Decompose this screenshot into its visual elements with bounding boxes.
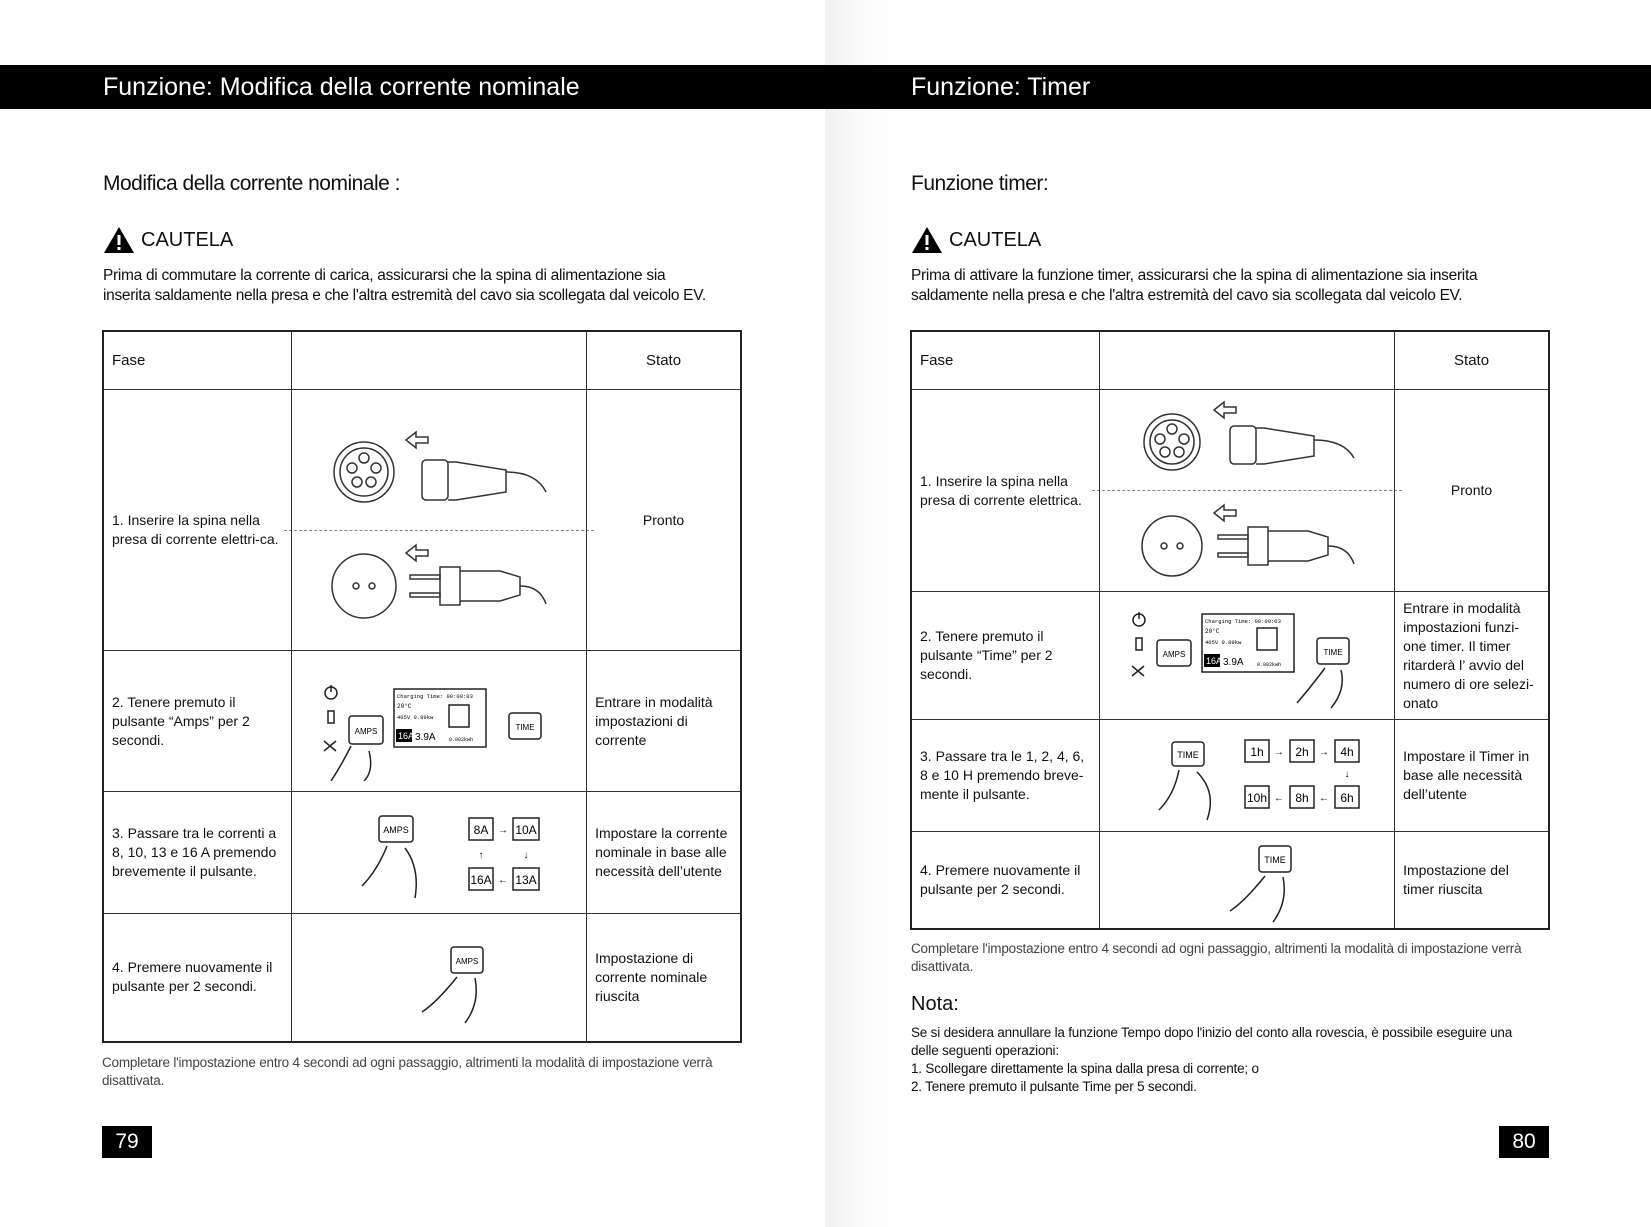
svg-text:16A: 16A	[398, 731, 415, 741]
right-caution-label: CAUTELA	[949, 228, 1042, 251]
step-illustration	[292, 914, 587, 1042]
step-phase: 1. Inserire la spina nella presa di corrente elettrica.	[911, 390, 1100, 592]
left-steps-table	[102, 330, 742, 1043]
svg-text:405V 0.89kw: 405V 0.89kw	[1205, 639, 1242, 646]
right-steps-table	[910, 330, 1550, 930]
left-header-title: Funzione: Modifica della corrente nominale	[103, 73, 580, 101]
svg-text:Charging Time: 00:00:03: Charging Time: 00:00:03	[1205, 618, 1282, 625]
header-phase: Fase	[103, 331, 292, 390]
svg-text:6h: 6h	[1340, 790, 1354, 805]
timer-cycle-illustration	[1117, 726, 1377, 826]
svg-text:TIME: TIME	[1264, 854, 1287, 865]
nota-line: delle seguenti operazioni:	[911, 1043, 1059, 1058]
svg-text:0.002kwh: 0.002kwh	[449, 737, 474, 743]
svg-text:16A: 16A	[1206, 656, 1223, 666]
svg-text:AMPS: AMPS	[455, 957, 479, 967]
time-press-illustration	[1147, 834, 1347, 926]
nota-title: Nota:	[911, 993, 959, 1015]
step-state: Impostazione di corrente nominale riuscita	[587, 914, 741, 1042]
warning-triangle-icon	[911, 226, 943, 254]
warning-triangle-icon	[103, 226, 135, 254]
step-illustration	[1100, 720, 1395, 832]
plug-socket-schuko-illustration	[1132, 491, 1362, 589]
amps-press-illustration	[339, 922, 539, 1032]
left-caution-label: CAUTELA	[141, 228, 234, 251]
amps-cycle-illustration	[309, 798, 569, 908]
svg-text:13A: 13A	[515, 872, 537, 887]
step-state: Entrare in modalità impostazioni di corrente	[587, 651, 741, 792]
table-header-row	[911, 331, 1549, 390]
plug-socket-3phase-illustration	[324, 410, 554, 530]
left-footnote: Completare l'impostazione entro 4 secondi ad ogni passaggio, altrimenti la modalità di impostazione verrà disattivata.	[102, 1055, 713, 1088]
svg-text:16A: 16A	[470, 872, 492, 887]
right-caution	[911, 226, 1041, 254]
step-illustration	[292, 651, 587, 792]
svg-text:TIME: TIME	[515, 723, 535, 732]
table-row	[911, 390, 1549, 592]
svg-text:→: →	[1274, 746, 1285, 758]
header-illustration	[1100, 331, 1395, 390]
step-phase: 1. Inserire la spina nella presa di corrente elettri-ca.	[103, 390, 292, 651]
right-caution-text	[911, 266, 1477, 306]
svg-text:20°C: 20°C	[1205, 628, 1220, 635]
svg-text:→: →	[1319, 746, 1330, 758]
svg-text:405V 0.89kw: 405V 0.89kw	[397, 714, 434, 721]
header-state: Stato	[587, 331, 741, 390]
step-illustration	[1100, 592, 1395, 720]
left-subtitle: Modifica della corrente nominale :	[103, 172, 400, 195]
step-phase: 4. Premere nuovamente il pulsante per 2 secondi.	[103, 914, 292, 1042]
svg-text:0.002kwh: 0.002kwh	[1257, 662, 1282, 668]
svg-text:3.9A: 3.9A	[415, 732, 436, 743]
step-state: Pronto	[1395, 390, 1549, 592]
left-caution-line-2: inserita saldamente nella presa e che l'altra estremità del cavo sia scollegata dal veicolo EV.	[103, 287, 706, 304]
plug-socket-3phase-illustration	[1132, 392, 1362, 490]
nota-line: 1. Scollegare direttamente la spina dalla presa di corrente; o	[911, 1061, 1259, 1076]
svg-text:↓: ↓	[1344, 768, 1350, 780]
svg-text:AMPS: AMPS	[383, 824, 410, 835]
step-phase: 2. Tenere premuto il pulsante “Amps” per 2 secondi.	[103, 651, 292, 792]
step-phase: 4. Premere nuovamente il pulsante per 2 secondi.	[911, 832, 1100, 929]
svg-text:10h: 10h	[1247, 790, 1268, 805]
svg-text:↓: ↓	[523, 849, 529, 861]
right-page	[825, 0, 1651, 1227]
step-phase: 3. Passare tra le 1, 2, 4, 6, 8 e 10 H premendo breve-mente il pulsante.	[911, 720, 1100, 832]
svg-text:AMPS: AMPS	[354, 727, 378, 736]
svg-text:1h: 1h	[1250, 744, 1264, 759]
header-state: Stato	[1395, 331, 1549, 390]
table-row	[911, 592, 1549, 720]
svg-text:↑: ↑	[478, 849, 484, 861]
svg-text:3.9A: 3.9A	[1223, 657, 1244, 668]
left-page	[0, 0, 825, 1227]
right-header-bar	[825, 65, 1651, 109]
left-header-bar	[0, 65, 825, 109]
step-state: Entrare in modalità impostazioni funzi-one timer. Il timer ritarderà l’ avvio del numero di ore selezi-onato	[1395, 592, 1549, 720]
step-illustration	[1100, 390, 1395, 592]
left-caution	[103, 226, 233, 254]
header-illustration	[292, 331, 587, 390]
svg-text:TIME: TIME	[1177, 749, 1200, 760]
svg-text:→: →	[498, 824, 509, 836]
svg-text:TIME: TIME	[1323, 648, 1343, 657]
right-subtitle: Funzione timer:	[911, 172, 1049, 195]
header-phase: Fase	[911, 331, 1100, 390]
table-header-row	[103, 331, 741, 390]
right-header-title: Funzione: Timer	[911, 73, 1091, 101]
table-row	[911, 832, 1549, 929]
right-page-number: 80	[1499, 1126, 1549, 1158]
svg-text:Charging Time: 00:00:03: Charging Time: 00:00:03	[397, 693, 474, 700]
svg-text:10A: 10A	[515, 822, 537, 837]
svg-text:AMPS: AMPS	[1162, 650, 1186, 659]
step-phase: 3. Passare tra le correnti a 8, 10, 13 e 16 A premendo brevemente il pulsante.	[103, 792, 292, 914]
table-row	[103, 914, 741, 1042]
step-phase: 2. Tenere premuto il pulsante “Time” per 2 secondi.	[911, 592, 1100, 720]
left-caution-line-1: Prima di commutare la corrente di carica, assicurarsi che la spina di alimentazione sia	[103, 267, 666, 284]
svg-text:20°C: 20°C	[397, 703, 412, 710]
svg-text:←: ←	[1274, 792, 1285, 804]
controller-display-illustration	[309, 661, 569, 781]
step-state: Impostare la corrente nominale in base alle necessità dell’utente	[587, 792, 741, 914]
step-illustration	[292, 390, 587, 651]
step-state: Impostazione del timer riuscita	[1395, 832, 1549, 929]
table-row	[103, 651, 741, 792]
left-caution-text	[103, 266, 706, 306]
table-row	[103, 390, 741, 651]
table-row	[911, 720, 1549, 832]
plug-socket-schuko-illustration	[324, 531, 554, 631]
right-caution-line-2: saldamente nella presa e che l'altra estremità del cavo sia scollegata dal veicolo EV.	[911, 287, 1463, 304]
step-illustration	[292, 792, 587, 914]
step-state: Impostare il Timer in base alle necessità dell’utente	[1395, 720, 1549, 832]
svg-text:8A: 8A	[473, 822, 489, 837]
step-illustration	[1100, 832, 1395, 929]
table-row	[103, 792, 741, 914]
step-state: Pronto	[587, 390, 741, 651]
nota-line: Se si desidera annullare la funzione Tempo dopo l'inizio del conto alla rovescia, è possibile eseguire una	[911, 1025, 1513, 1040]
svg-text:4h: 4h	[1340, 744, 1354, 759]
svg-text:8h: 8h	[1295, 790, 1309, 805]
nota-text	[911, 1024, 1591, 1096]
controller-display-illustration	[1117, 598, 1377, 713]
left-page-number: 79	[102, 1126, 152, 1158]
right-caution-line-1: Prima di attivare la funzione timer, assicurarsi che la spina di alimentazione sia inserita	[911, 267, 1478, 284]
svg-text:←: ←	[498, 874, 509, 886]
svg-text:2h: 2h	[1295, 744, 1309, 759]
right-footnote: Completare l'impostazione entro 4 secondi ad ogni passaggio, altrimenti la modalità di impostazione verrà disattivata.	[911, 941, 1522, 974]
svg-text:←: ←	[1319, 792, 1330, 804]
nota-line: 2. Tenere premuto il pulsante Time per 5 secondi.	[911, 1079, 1197, 1094]
